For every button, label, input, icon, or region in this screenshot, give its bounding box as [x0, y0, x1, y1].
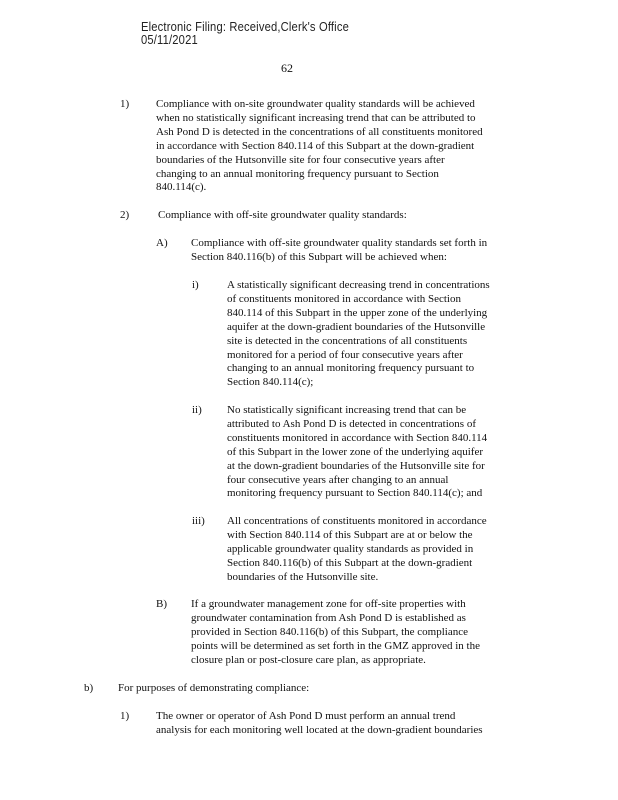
page-number: 62	[281, 61, 293, 75]
item-label: 1)	[120, 710, 130, 722]
electronic-filing-header: Electronic Filing: Received,Clerk's Office 05/11/2021	[141, 19, 349, 47]
item-label: 2)	[120, 209, 130, 221]
trend-analysis-paragraph: The owner or operator of Ash Pond D must perform an annual trend analysis for each monitoring well located at the down-gradient boundaries	[156, 710, 483, 736]
item-label: 1)	[120, 98, 130, 110]
compliance-offsite-heading: Compliance with off-site groundwater quality standards:	[158, 209, 407, 221]
concentrations-paragraph: All concentrations of constituents monitored in accordance with Section 840.114 of this Subpart are at or below the applicable groundwater quality standards as provided in Section 840.116(b) of this Subpart at the down-gradient boundaries of the Hutsonville site.	[227, 515, 487, 583]
increasing-trend-paragraph: No statistically significant increasing trend that can be attributed to Ash Pond D is detected in concentrations of constituents monitored in accordance with Section 840.114 of this Subpart in the lower zone of the underlying aquifer at the down-gradient boundaries of the Hutsonville site for four consecutive years after changing to an annual monitoring frequency pursuant to Section 840.114(c); and	[227, 404, 488, 500]
item-label: iii)	[192, 515, 205, 527]
item-label: i)	[192, 279, 199, 291]
item-label: ii)	[192, 404, 202, 416]
item-label: A)	[156, 237, 168, 249]
gmz-paragraph: If a groundwater management zone for off-site properties with groundwater contamination from Ash Pond D is established as provided in Section 840.116(b) of this Subpart, the compliance points will be determined as set forth in the GMZ approved in the closure plan or post-closure care plan, as appropriate.	[191, 598, 480, 666]
item-label: B)	[156, 598, 167, 610]
demonstrating-compliance-heading: For purposes of demonstrating compliance:	[118, 682, 310, 694]
decreasing-trend-paragraph: A statistically significant decreasing trend in concentrations of constituents monitored in accordance with Section 840.114 of this Subpart in the upper zone of the underlying aquifer at the down-gradient boundaries of the Hutsonville site is detected in the concentrations of all constituents monitored for a period of four consecutive years after changing to an annual monitoring frequency pursuant to Section 840.114(c);	[227, 279, 490, 389]
item-label: b)	[84, 682, 94, 694]
compliance-onsite-paragraph: Compliance with on-site groundwater quality standards will be achieved when no statistically significant increasing trend that can be attributed to Ash Pond D is detected in the concentrations of all constituents monitored in accordance with Section 840.114 of this Subpart at the down-gradient boundaries of the Hutsonville site for four consecutive years after changing to an annual monitoring frequency pursuant to Section 840.114(c).	[156, 98, 483, 194]
offsite-standards-paragraph: Compliance with off-site groundwater quality standards set forth in Section 840.116(b) of this Subpart will be achieved when:	[191, 237, 488, 263]
